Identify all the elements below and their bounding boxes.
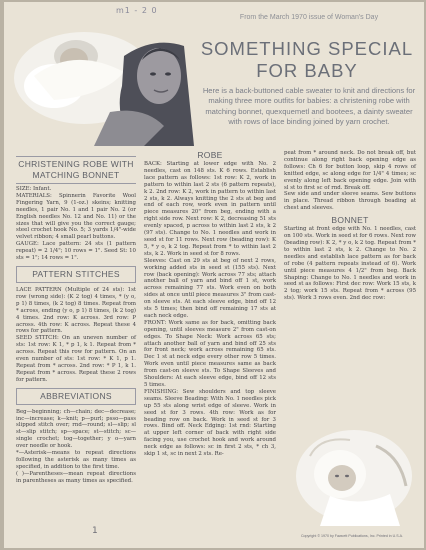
abbreviations-box [16, 388, 136, 405]
left-column [16, 154, 136, 485]
size-text: SIZE: Infant. [16, 186, 52, 192]
pattern-stitches-heading: PATTERN STITCHES [32, 268, 120, 279]
back-text: BACK: Starting at lower edge with No. 2 needles, cast on 148 sts. K 6 rows. Establish lace pattern as follows: 1st row: K 2, work in pattern to within last 2 sts (6 pattern repeats), k 2. 2nd row: K 2, work in pattern to within last 2 sts, k 2. Always knitting the 2 sts at beg and end of each row, work even in pattern until piece measures 20" from beg, ending with a right side row. Next row: K 2, decreasing 51 sts evenly spaced, p across to within last 2 sts, k 2 (97 sts). Change to No. 1 needles and work in seed st for 11 rows. Next row (beading row): K 5, * y o, k 2 tog. Repeat from * to within last 2 sts, k 2. Work in seed st for 8 rows. [144, 161, 276, 257]
bonnet-heading: BONNET [331, 215, 369, 226]
finishing-text: FINISHING: Sew shoulders and top sleeve seams. Sleeve Beading: With No. 1 needles pick up 55 sts along wrist edge of sleeve. Work in seed st for 3 rows. 4th row: Work as for beading row on back. Work in seed st for 3 rows. Bind off. Neck Edging: 1st rnd: Starting at upper left corner of back with right side facing you, use crochet hook and work around neck edge as follows: sc in first 2 sts, * ch 3, skip 1 st, sc in next 2 sts. Re- [144, 388, 276, 458]
bonnet-photo [290, 416, 418, 526]
copyright-line: Copyright © 1970 by Fawcett Publications, Inc. Printed in U.S.A. [300, 534, 404, 538]
parentheses-note: ( )—Parentheses—mean repeat directions in parentheses as many times as specified. [16, 470, 136, 484]
abbreviations-text: Beg—beginning; ch—chain; dec—decrease; inc—increase; k—knit; p—purl; psso—pass slipped stitch over; rnd—round; sl—slip; sl st—slip stitch; sp—space; st—stitch; sc—single crochet; tog—together; y o—yarn over needle or hook. [16, 408, 136, 450]
robe-section-heading: ROBE [197, 150, 223, 160]
lace-pattern-text: LACE PATTERN (Multiple of 24 sts): 1st row (wrong side): (K 2 tog) 4 times, * (y o, p 1) 8 times, (k 2 tog) 8 times. Repeat from * across, ending (y o, p 1) 8 times, (k 2 tog) 4 times. 2nd row: K across. 3rd row: P across. 4th row: K across. Repeat these 4 rows for pattern. [16, 286, 136, 335]
page-number: 1 [92, 526, 98, 536]
robe-heading-line-2: MATCHING BONNET [32, 170, 120, 180]
page-title [192, 38, 422, 82]
source-line: From the March 1970 issue of Woman's Day [239, 14, 379, 21]
neck-edging-continued: peat from * around neck. Do not break off, but continue along right back opening edge as follows: Ch 6 for button loop, skip 4 rows of knitted edge, sc along edge for 1/4" 4 times; sc evenly along left back opening edge. Join with sl st to first sc of rnd. Break off. [284, 150, 416, 191]
gauge-text: GAUGE: Lace pattern: 24 sts (1 pattern repeat) = 2 1/4"; 10 rows = 1". Seed St: 10 sts = 1"; 14 rows = 1". [16, 241, 136, 262]
pattern-stitches-box [16, 266, 136, 283]
divider [16, 183, 136, 184]
asterisk-note: *—Asterisk—means to repeat directions following the asterisk as many times as specified, in addition to the first time. [16, 450, 136, 470]
assembly-text: Sew side and under sleeve seams. Sew buttons in place. Thread ribbon through beading at chest and sleeves. [284, 191, 416, 212]
front-text: FRONT: Work same as for back, omitting back opening, until sleeves measure 2" from cast-on edges. To Shape Neck: Work across 65 sts; attach another ball of yarn and bind off 25 sts for front neck; work across remaining 65 sts. Dec 1 st at neck edge every other row 5 times. Work even until piece measures same as back from cast-on sleeve sts. To Shape Sleeves and Shoulders: At each sleeve edge, bind off 12 sts 5 times. [144, 319, 276, 388]
baby-photo [14, 16, 194, 146]
middle-column [144, 150, 276, 458]
intro-text: Here is a back-buttoned cable sweater to knit and directions for making three more outfits for babies: a christening robe with matching bonnet, quexquemetl and bootees, a dainty sweater with rows of lace binding joined by yarn crochet. [202, 86, 416, 127]
materials-text: MATERIALS: Spinnerin Favorite Wool Fingering Yarn, 9 (1-oz.) skeins; knitting needles, 1 pair No. 1 and 1 pair No. 2 (or English needles No. 12 and No. 11) or the sizes that will give you the correct gauge; steel crochet hook No. 5; 3 yards 1/4"-wide velvet ribbon; 4 small pearl buttons. [16, 192, 136, 241]
sleeves-text: Sleeves: Cast on 29 sts at beg of next 2 rows, working added sts in seed st (155 sts). Next row (back opening): Work across 77 sts; attach another ball of yarn and bind off 1 st, work across remaining 77 sts. Work even on both sides at once until piece measures 3" from cast-on sleeve sts. At each sleeve edge, bind off 12 sts 5 times; then bind off remaining 17 sts at each neck edge. [144, 257, 276, 319]
handwritten-note: m1 - 2 0 [116, 6, 158, 15]
right-column [284, 150, 416, 302]
magazine-page [4, 2, 424, 548]
divider [16, 156, 136, 157]
abbreviations-heading: ABBREVIATIONS [40, 390, 112, 401]
seed-stitch-text: SEED STITCH: On an uneven number of sts: 1st row: K 1, * p 1, k 1. Repeat from * across. Repeat this row for pattern. On an even number of sts: 1st row: * K 1, p 1. Repeat from * across. 2nd row: * P 1, k 1. Repeat from * across. Repeat these 2 rows for pattern. [16, 335, 136, 383]
robe-heading [16, 159, 136, 181]
title-line-2: FOR BABY [256, 60, 358, 81]
robe-heading-line-1: CHRISTENING ROBE WITH [18, 159, 134, 169]
title-line-1: SOMETHING SPECIAL [200, 38, 414, 59]
bonnet-text: Starting at front edge with No. 1 needles, cast on 100 sts. Work in seed st for 6 rows. Next row (beading row): K 2, * y o, k 2 tog. Repeat from * to within last 2 sts, k 2. Change to No. 2 needles and establish lace pattern as for back of robe (4 pattern repeats instead of 6). Work until piece measures 4 1/2" from beg. Back Shaping: Change to No. 1 needles and work in seed st as follows: First dec row: Work 15 sts, k 2 tog; work 15 sts. Repeat from * across (95 sts). Work 3 rows even. 2nd dec row: [284, 226, 416, 302]
